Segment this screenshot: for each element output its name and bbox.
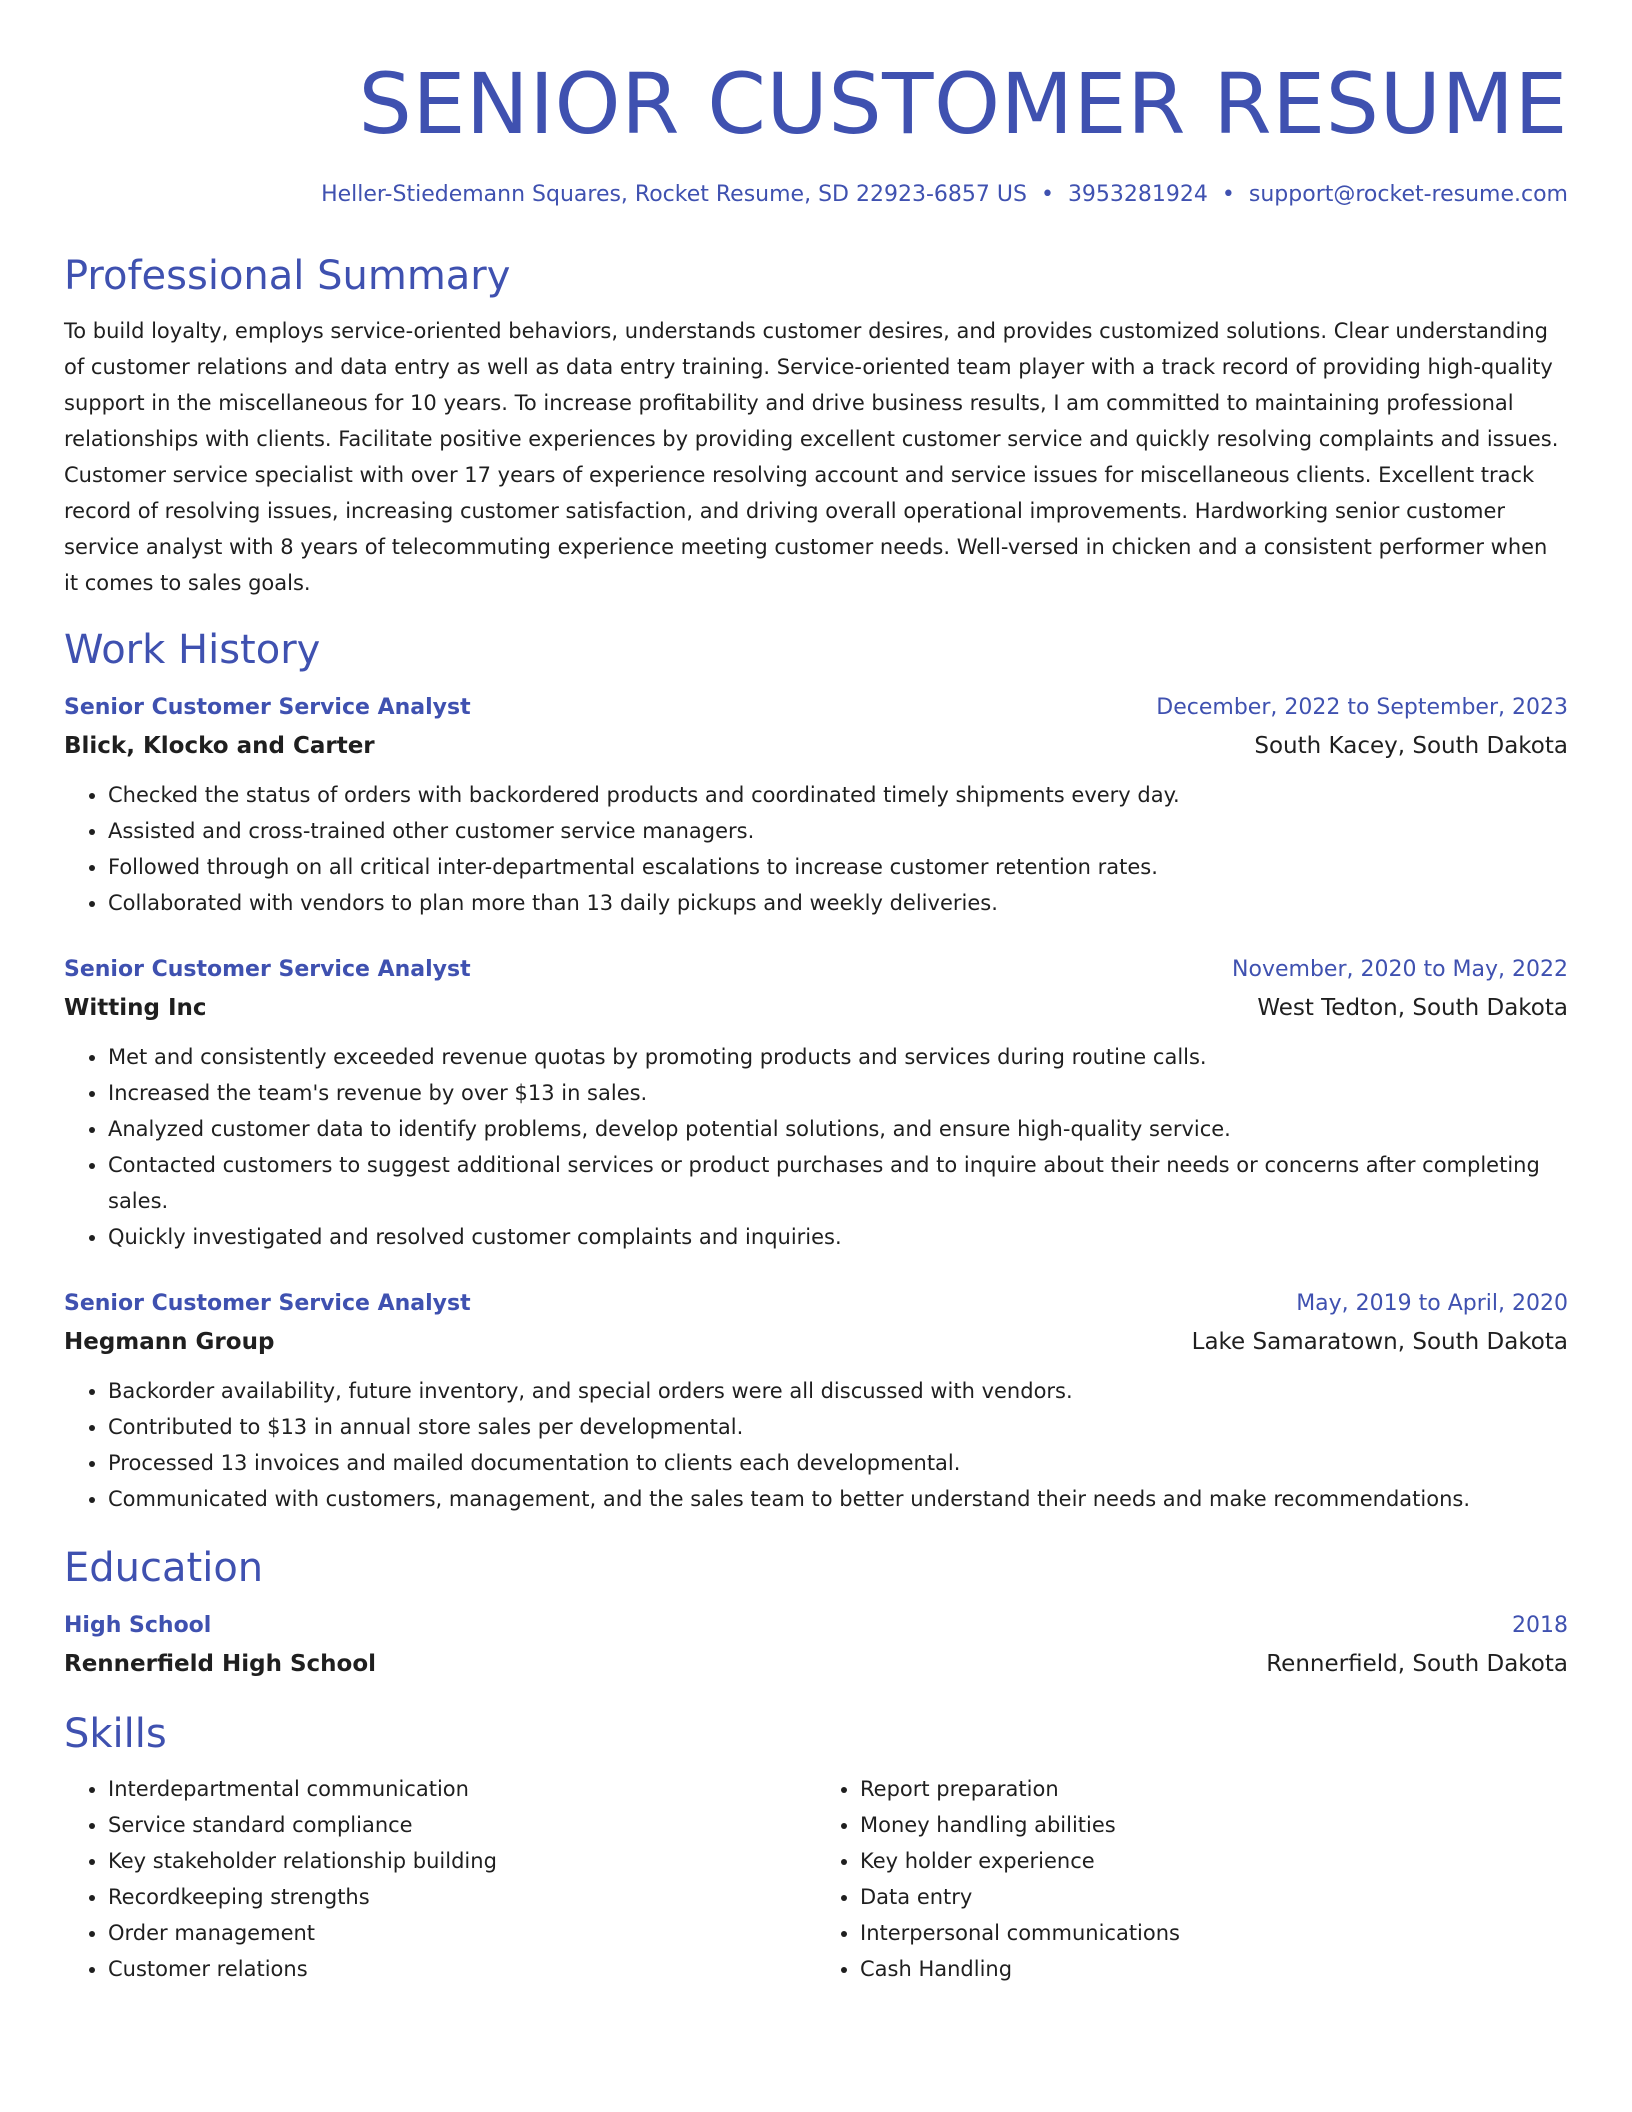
job-role-row bbox=[64, 689, 1568, 727]
job-location: West Tedton, South Dakota bbox=[1257, 995, 1568, 1021]
skill-item: • Recordkeeping strengths bbox=[108, 1879, 816, 1915]
job-role: Senior Customer Service Analyst bbox=[64, 957, 471, 982]
job-entry bbox=[64, 689, 1568, 921]
skill-item: • Service standard compliance bbox=[108, 1807, 816, 1843]
contact-separator: • bbox=[1040, 182, 1054, 207]
job-bullet: • Contributed to $13 in annual store sales per developmental. bbox=[108, 1409, 1568, 1445]
job-bullet: • Analyzed customer data to identify problems, develop potential solutions, and ensure high-quality service. bbox=[108, 1111, 1568, 1147]
education-year: 2018 bbox=[1512, 1613, 1568, 1638]
skill-item: • Interpersonal communications bbox=[860, 1915, 1568, 1951]
skill-item: • Data entry bbox=[860, 1879, 1568, 1915]
job-dates: May, 2019 to April, 2020 bbox=[1296, 1291, 1568, 1316]
job-company-row bbox=[64, 1323, 1568, 1361]
job-location: South Kacey, South Dakota bbox=[1254, 733, 1568, 759]
contact-address: Heller-Stiedemann Squares, Rocket Resume, SD 22923-6857 US bbox=[321, 182, 1027, 207]
resume-title: SENIOR CUSTOMER RESUME bbox=[358, 55, 1568, 153]
job-bullet: • Checked the status of orders with backordered products and coordinated timely shipments every day. bbox=[108, 777, 1568, 813]
work-history-heading: Work History bbox=[64, 627, 321, 673]
skill-item: • Key stakeholder relationship building bbox=[108, 1843, 816, 1879]
job-bullet: • Collaborated with vendors to plan more than 13 daily pickups and weekly deliveries. bbox=[108, 885, 1568, 921]
contact-line bbox=[64, 180, 1568, 210]
job-company-row bbox=[64, 727, 1568, 765]
education-heading: Education bbox=[64, 1545, 264, 1591]
job-dates: December, 2022 to September, 2023 bbox=[1156, 695, 1568, 720]
contact-phone: 3953281924 bbox=[1067, 182, 1208, 207]
skills-grid bbox=[64, 1771, 1568, 1987]
education-school-row bbox=[64, 1645, 1568, 1683]
skills-column-right bbox=[816, 1771, 1568, 1987]
skill-item: • Customer relations bbox=[108, 1951, 816, 1987]
job-bullet: • Contacted customers to suggest additional services or product purchases and to inquire about their needs or concerns after completing sales. bbox=[108, 1147, 1568, 1219]
summary-heading: Professional Summary bbox=[64, 253, 511, 299]
job-bullets bbox=[64, 1039, 1568, 1255]
skill-item: • Cash Handling bbox=[860, 1951, 1568, 1987]
skills-list bbox=[816, 1771, 1568, 1987]
skill-item: • Money handling abilities bbox=[860, 1807, 1568, 1843]
job-bullets bbox=[64, 1373, 1568, 1517]
contact-separator: • bbox=[1221, 182, 1235, 207]
job-company: Blick, Klocko and Carter bbox=[64, 733, 375, 759]
skills-column-left bbox=[64, 1771, 816, 1987]
skill-item: • Report preparation bbox=[860, 1771, 1568, 1807]
contact-email: support@rocket-resume.com bbox=[1248, 182, 1568, 207]
job-dates: November, 2020 to May, 2022 bbox=[1232, 957, 1568, 982]
job-company-row bbox=[64, 989, 1568, 1027]
job-bullet: • Met and consistently exceeded revenue quotas by promoting products and services during routine calls. bbox=[108, 1039, 1568, 1075]
job-role: Senior Customer Service Analyst bbox=[64, 1291, 471, 1316]
skills-list bbox=[64, 1771, 816, 1987]
summary-text: To build loyalty, employs service-oriented behaviors, understands customer desires, and provides customized solutions. Clear understanding of customer relations and data entry as well as data entry training. Service-oriented team player with a track record of providing high-quality support in the miscellaneous for 10 years. To increase profitability and drive business results, I am committed to maintaining professional relationships with clients. Facilitate positive experiences by providing excellent customer service and quickly resolving complaints and issues. Customer service specialist with over 17 years of experience resolving account and service issues for miscellaneous clients. Excellent track record of resolving issues, increasing customer satisfaction, and driving overall operational improvements. Hardworking senior customer service analyst with 8 years of telecommuting experience meeting customer needs. Well-versed in chicken and a consistent performer when it comes to sales goals. bbox=[64, 319, 1559, 595]
job-role-row bbox=[64, 1285, 1568, 1323]
job-entry bbox=[64, 1285, 1568, 1517]
job-location: Lake Samaratown, South Dakota bbox=[1191, 1329, 1568, 1355]
education-location: Rennerfield, South Dakota bbox=[1266, 1651, 1568, 1677]
skill-item: • Interdepartmental communication bbox=[108, 1771, 816, 1807]
skill-item: • Key holder experience bbox=[860, 1843, 1568, 1879]
job-bullet: • Backorder availability, future inventory, and special orders were all discussed with vendors. bbox=[108, 1373, 1568, 1409]
job-entry bbox=[64, 951, 1568, 1255]
job-role-row bbox=[64, 951, 1568, 989]
job-bullet: • Communicated with customers, management, and the sales team to better understand their needs and make recommendations. bbox=[108, 1481, 1568, 1517]
job-bullet: • Followed through on all critical inter-departmental escalations to increase customer retention rates. bbox=[108, 849, 1568, 885]
resume-header bbox=[64, 0, 1568, 210]
education-degree-row bbox=[64, 1607, 1568, 1645]
skill-item: • Order management bbox=[108, 1915, 816, 1951]
job-bullets bbox=[64, 777, 1568, 921]
job-bullet: • Increased the team's revenue by over $13 in sales. bbox=[108, 1075, 1568, 1111]
job-role: Senior Customer Service Analyst bbox=[64, 695, 471, 720]
skills-heading: Skills bbox=[64, 1711, 167, 1757]
education-degree: High School bbox=[64, 1613, 212, 1638]
job-company: Witting Inc bbox=[64, 995, 207, 1021]
job-bullet: • Assisted and cross-trained other customer service managers. bbox=[108, 813, 1568, 849]
job-company: Hegmann Group bbox=[64, 1329, 275, 1355]
job-bullet: • Processed 13 invoices and mailed documentation to clients each developmental. bbox=[108, 1445, 1568, 1481]
education-school: Rennerfield High School bbox=[64, 1651, 377, 1677]
education-entry bbox=[64, 1607, 1568, 1683]
job-bullet: • Quickly investigated and resolved customer complaints and inquiries. bbox=[108, 1219, 1568, 1255]
